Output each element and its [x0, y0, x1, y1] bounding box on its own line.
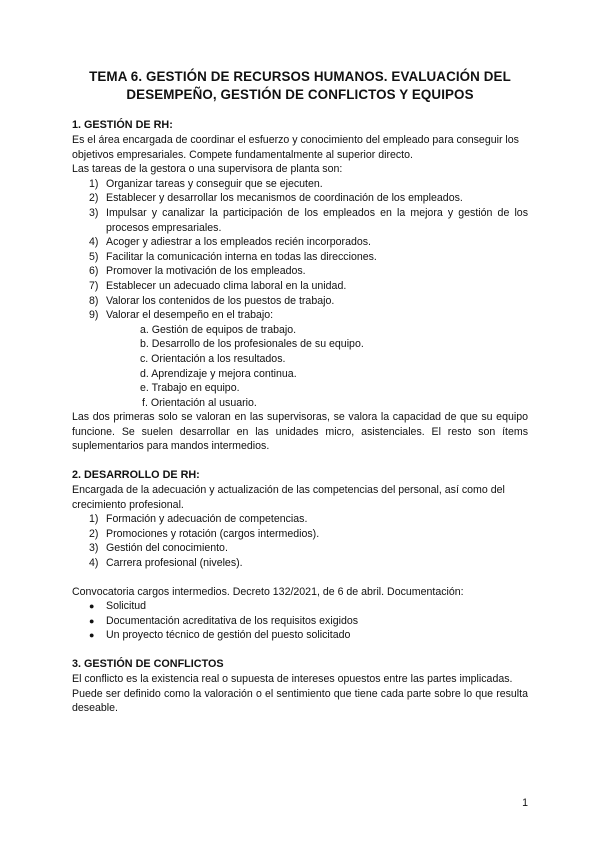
- item-text: Facilitar la comunicación interna en todas las direcciones.: [106, 250, 377, 263]
- bullet-text: Documentación acreditativa de los requisitos exigidos: [106, 614, 359, 627]
- item-text: Formación y adecuación de competencias.: [106, 513, 308, 526]
- item-number: 1): [89, 513, 99, 526]
- title-block: [72, 68, 528, 104]
- title-line-2: DESEMPEÑO, GESTIÓN DE CONFLICTOS Y EQUIPOS: [126, 87, 474, 102]
- bullet-dot-icon: ●: [89, 615, 95, 626]
- list-item: [72, 250, 528, 265]
- list-item: [72, 191, 528, 206]
- list-item: [72, 541, 528, 556]
- item-number: 2): [89, 527, 99, 540]
- sublist-item: a. Gestión de equipos de trabajo.: [140, 323, 297, 336]
- bullet-item: [72, 599, 528, 614]
- list-item: [72, 527, 528, 542]
- bullet-item: [72, 614, 528, 629]
- section-2-heading: 2. DESARROLLO DE RH:: [72, 469, 200, 482]
- section-3-heading: 3. GESTIÓN DE CONFLICTOS: [72, 658, 224, 670]
- section-1-heading: 1. GESTIÓN DE RH:: [72, 119, 173, 131]
- section-1-paragraph-3: Las dos primeras solo se valoran en las supervisoras, se valora la capacidad de que su equipo funcione. Se suelen desarrollar en las unidades micro, asistenciales. El resto son ítems suplementarios para mandos intermedios.: [72, 411, 528, 453]
- item-text: Establecer un adecuado clima laboral en la unidad.: [106, 279, 347, 292]
- list-item: [72, 556, 528, 571]
- page-number: 1: [522, 797, 528, 809]
- list-item: [72, 264, 528, 279]
- bullet-text: Un proyecto técnico de gestión del puesto solicitado: [106, 629, 351, 642]
- item-number: 3): [89, 206, 99, 219]
- item-text: Valorar el desempeño en el trabajo:: [106, 309, 274, 322]
- section-gestion-rh: [72, 118, 528, 454]
- list-item: [72, 279, 528, 294]
- spacer: [72, 571, 528, 585]
- item-text: Valorar los contenidos de los puestos de trabajo.: [106, 294, 335, 307]
- item-text: Promover la motivación de los empleados.: [106, 265, 306, 278]
- item-text: Impulsar y canalizar la participación de los empleados en la mejora y gestión de los procesos empresariales.: [106, 206, 528, 234]
- sublist-item: c. Orientación a los resultados.: [140, 352, 286, 365]
- item-text: Acoger y adiestrar a los empleados recién incorporados.: [106, 236, 371, 249]
- section-1-paragraph-1: Es el área encargada de coordinar el esfuerzo y conocimiento del empleado para conseguir los objetivos empresariales. Compete fundamentalmente al superior directo.: [72, 134, 519, 161]
- document-page: [72, 68, 528, 716]
- item-number: 2): [89, 192, 99, 205]
- item-number: 3): [89, 542, 99, 555]
- sublist-item: d. Aprendizaje y mejora continua.: [140, 367, 297, 380]
- evaluation-sublist: [106, 323, 528, 411]
- section-desarrollo-rh: [72, 468, 528, 643]
- section-2-paragraph-2: Convocatoria cargos intermedios. Decreto 132/2021, de 6 de abril. Documentación:: [72, 585, 464, 598]
- bullet-item: [72, 628, 528, 643]
- list-item: [72, 308, 528, 410]
- title-line-1: TEMA 6. GESTIÓN DE RECURSOS HUMANOS. EVALUACIÓN DEL: [89, 69, 511, 84]
- documentation-list: [72, 599, 528, 643]
- sublist-item: b. Desarrollo de los profesionales de su equipo.: [140, 338, 364, 351]
- item-number: 4): [89, 236, 99, 249]
- bullet-dot-icon: ●: [89, 601, 95, 612]
- item-number: 7): [89, 279, 99, 292]
- item-number: 6): [89, 265, 99, 278]
- section-1-paragraph-2: Las tareas de la gestora o una supervisora de planta son:: [72, 163, 343, 176]
- item-text: Organizar tareas y conseguir que se ejecuten.: [106, 177, 323, 190]
- list-item: [72, 206, 528, 235]
- section-3-paragraph-1: El conflicto es la existencia real o supuesta de intereses opuestos entre las partes implicadas.: [72, 673, 513, 685]
- list-item: [72, 512, 528, 527]
- sublist-item: e. Trabajo en equipo.: [140, 382, 240, 395]
- section-1-task-list: [72, 177, 528, 411]
- sublist-item: f. Orientación al usuario.: [142, 396, 257, 409]
- item-text: Gestión del conocimiento.: [106, 542, 228, 555]
- list-item: [72, 294, 528, 309]
- item-number: 5): [89, 250, 99, 263]
- item-number: 8): [89, 294, 99, 307]
- list-item: [72, 235, 528, 250]
- bullet-text: Solicitud: [106, 600, 147, 613]
- item-text: Establecer y desarrollar los mecanismos de coordinación de los empleados.: [106, 192, 463, 205]
- item-text: Promociones y rotación (cargos intermedios).: [106, 527, 320, 540]
- section-3-paragraph-2: Puede ser definido como la valoración o el sentimiento que tiene cada parte sobre lo que resulta deseable.: [72, 687, 528, 715]
- bullet-dot-icon: ●: [89, 630, 95, 641]
- item-text: Carrera profesional (niveles).: [106, 557, 243, 570]
- item-number: 4): [89, 557, 99, 570]
- section-2-paragraph-1: Encargada de la adecuación y actualización de las competencias del personal, así como del crecimiento profesional.: [72, 484, 505, 511]
- section-gestion-conflictos: [72, 657, 528, 716]
- list-item: [72, 177, 528, 192]
- section-2-list: [72, 512, 528, 570]
- item-number: 9): [89, 309, 99, 322]
- item-number: 1): [89, 177, 99, 190]
